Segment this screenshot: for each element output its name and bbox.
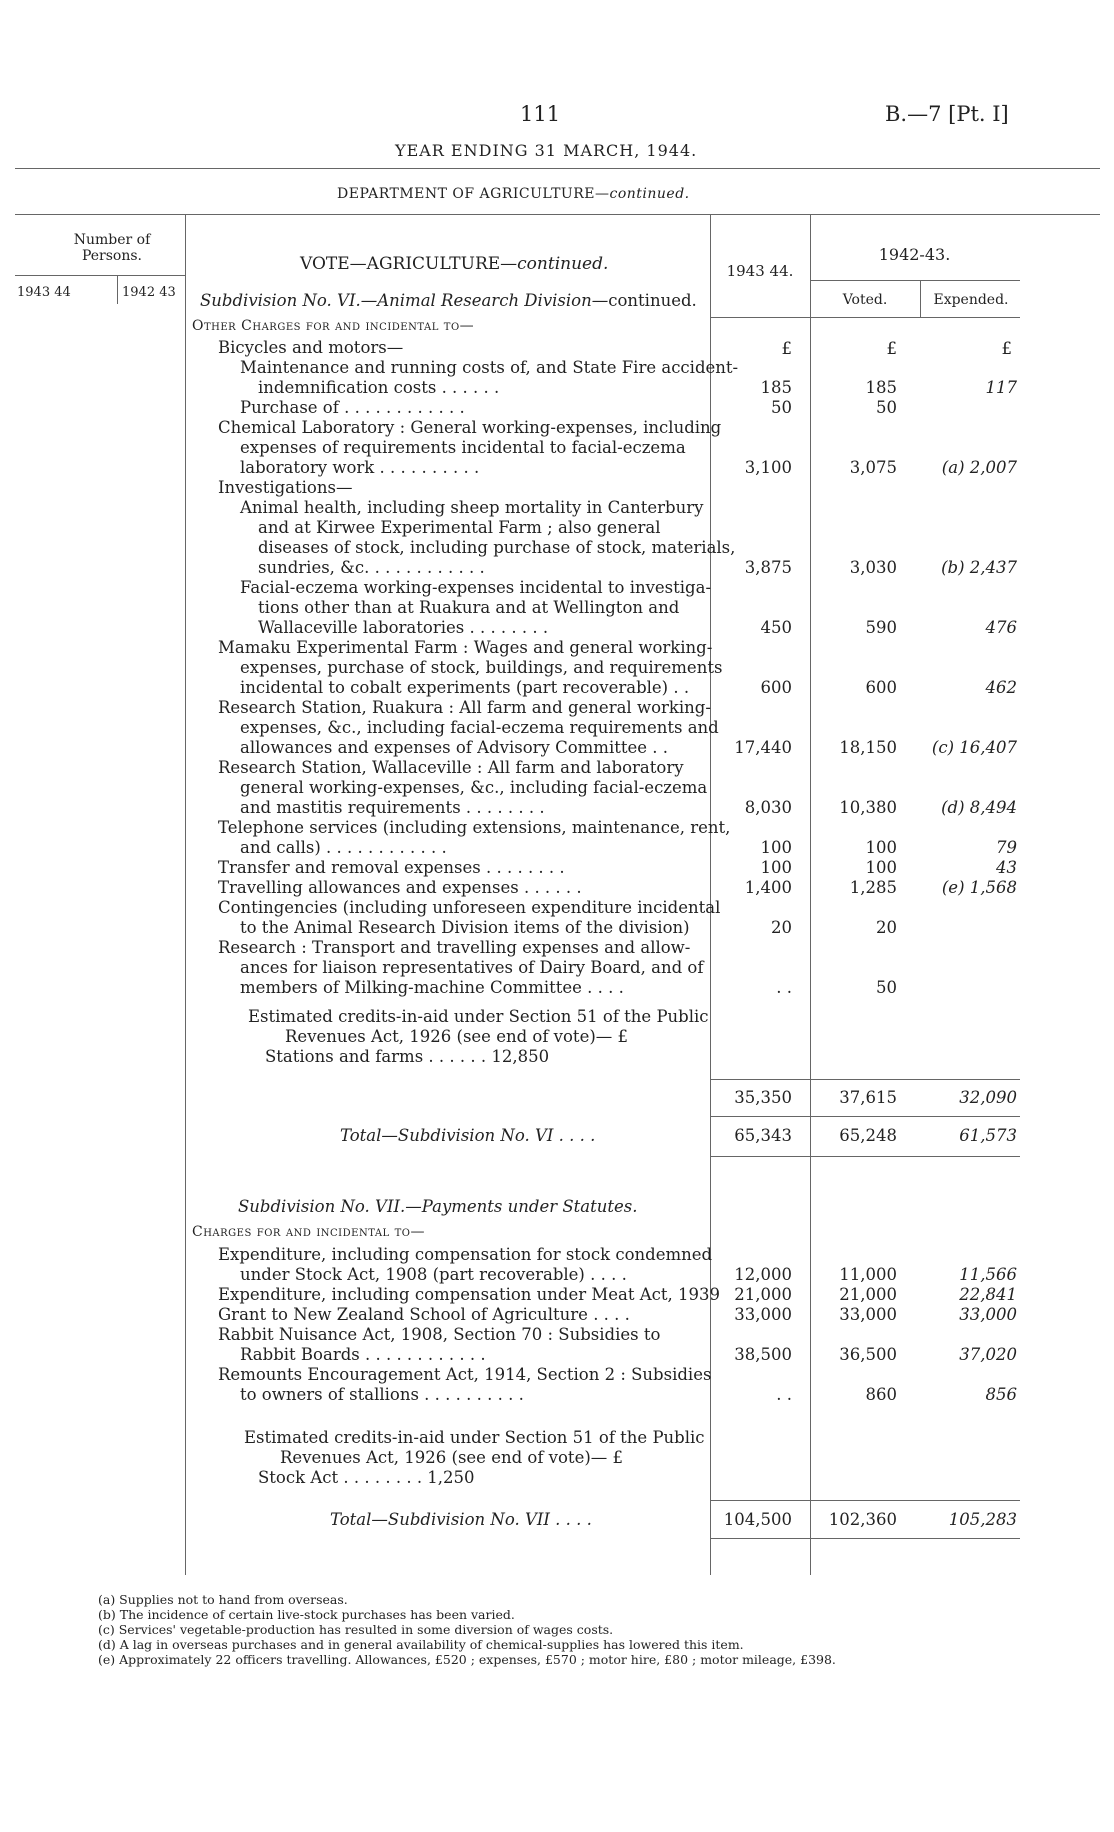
sub6-subtotal-b: 37,615: [839, 1088, 897, 1107]
sub7-credits-line-2: Revenues Act, 1926 (see end of vote)— £: [280, 1448, 624, 1467]
sub6-amount-b: 20: [876, 918, 897, 937]
sub7-line-text: Rabbit Boards . . . . . . . . . . . .: [240, 1345, 486, 1364]
sub6-amount-b: 3,075: [849, 458, 897, 477]
sub6-credits-line-1: Estimated credits-in-aid under Section 51 of the Public: [248, 1007, 709, 1026]
currency-c: £: [1001, 339, 1012, 358]
sub7-total-c: 105,283: [948, 1510, 1017, 1529]
sub7-amount-c: 11,566: [959, 1265, 1017, 1284]
sub6-amount-c: (c) 16,407: [931, 738, 1017, 757]
year-b-heading: 1942 43: [122, 285, 176, 300]
sub6-amount-a: 20: [771, 918, 792, 937]
sub7-amount-c: 33,000: [959, 1305, 1017, 1324]
sub6-subtotal-c: 32,090: [959, 1088, 1017, 1107]
department-title: DEPARTMENT OF AGRICULTURE—continued.: [337, 186, 690, 202]
sub6-total-rule: [710, 1116, 1020, 1117]
sub6-amount-a: 17,440: [734, 738, 792, 757]
col-1942-rule: [810, 280, 1020, 281]
sub7-line-text: Grant to New Zealand School of Agriculture . . . .: [218, 1305, 630, 1324]
sub6-line-text: Purchase of . . . . . . . . . . . .: [240, 398, 465, 417]
sub6-line-text: Research Station, Ruakura : All farm and general working-: [218, 698, 711, 717]
sub6-amount-b: 10,380: [839, 798, 897, 817]
sub7-amount-a: . .: [776, 1385, 792, 1404]
currency-b: £: [886, 339, 897, 358]
sub6-amount-c: 476: [985, 618, 1017, 637]
persons-rule: [15, 275, 185, 276]
sub7-credits-line-3: Stock Act . . . . . . . . 1,250: [258, 1468, 475, 1487]
sub6-line-text: expenses of requirements incidental to facial-eczema: [240, 438, 686, 457]
sub6-line-text: Chemical Laboratory : General working-expenses, including: [218, 418, 722, 437]
sub6-amount-b: 3,030: [849, 558, 897, 577]
sub6-amount-a: 450: [760, 618, 792, 637]
footnote-a: (a) Supplies not to hand from overseas.: [98, 1592, 348, 1607]
sub6-line-text: members of Milking-machine Committee . . . .: [240, 978, 624, 997]
voted-expended-divider: [920, 281, 921, 317]
footnote-d: (d) A lag in overseas purchases and in general availability of chemical-supplies has lowered this item.: [98, 1637, 744, 1652]
sub6-line-text: general working-expenses, &c., including facial-eczema: [240, 778, 708, 797]
sub7-total-a: 104,500: [723, 1510, 792, 1529]
sub7-line-text: to owners of stallions . . . . . . . . . .: [240, 1385, 524, 1404]
sub6-amount-a: 3,100: [744, 458, 792, 477]
sub7-amount-b: 11,000: [839, 1265, 897, 1284]
sub6-amount-b: 600: [865, 678, 897, 697]
sub6-line-text: sundries, &c. . . . . . . . . . . .: [258, 558, 485, 577]
sub6-line-text: Bicycles and motors—: [218, 338, 404, 357]
sub6-line-text: tions other than at Ruakura and at Wellington and: [258, 598, 680, 617]
sub6-amount-b: 100: [865, 858, 897, 877]
sub6-line-text: Transfer and removal expenses . . . . . . . .: [218, 858, 565, 877]
sub6-amount-c: (a) 2,007: [941, 458, 1017, 477]
sub7-charges-heading: Charges for and incidental to—: [192, 1224, 426, 1240]
sub6-credits-line-3: Stations and farms . . . . . . 12,850: [265, 1047, 550, 1066]
sub7-amount-a: 33,000: [734, 1305, 792, 1324]
year-a-heading: 1943 44: [17, 285, 71, 300]
sub6-amount-c: 462: [985, 678, 1017, 697]
sub6-amount-b: 50: [876, 398, 897, 417]
sub6-line-text: and at Kirwee Experimental Farm ; also general: [258, 518, 661, 537]
document-reference: B.—7 [Pt. I]: [885, 102, 1009, 126]
sub6-amount-a: 185: [760, 378, 792, 397]
sub7-line-text: Expenditure, including compensation under Meat Act, 1939: [218, 1285, 721, 1304]
table-top-rule: [15, 214, 1100, 215]
sub6-line-text: Research : Transport and travelling expenses and allow-: [218, 938, 691, 957]
sub7-line-text: Expenditure, including compensation for stock condemned: [218, 1245, 713, 1264]
sub6-amount-b: 590: [865, 618, 897, 637]
sub6-total-c: 61,573: [959, 1126, 1017, 1145]
sub6-line-text: Mamaku Experimental Farm : Wages and general working-: [218, 638, 713, 657]
sub7-amount-a: 12,000: [734, 1265, 792, 1284]
sub6-line-text: Animal health, including sheep mortality in Canterbury: [240, 498, 704, 517]
sub6-amount-a: 100: [760, 858, 792, 877]
page-number: 111: [520, 102, 561, 126]
sub6-total-b: 65,248: [839, 1126, 897, 1145]
sub6-line-text: diseases of stock, including purchase of stock, materials,: [258, 538, 736, 557]
sub6-amount-a: 8,030: [744, 798, 792, 817]
sub6-amount-a: 1,400: [744, 878, 792, 897]
year-title: YEAR ENDING 31 MARCH, 1944.: [395, 141, 698, 160]
sub7-line-text: Remounts Encouragement Act, 1914, Section 2 : Subsidies: [218, 1365, 712, 1384]
sub6-amount-c: (e) 1,568: [941, 878, 1017, 897]
heading-bottom-rule: [710, 317, 1020, 318]
sub6-total-a: 65,343: [734, 1126, 792, 1145]
number-of-persons-heading: Number of Persons.: [73, 232, 151, 264]
sub6-line-text: indemnification costs . . . . . .: [258, 378, 500, 397]
sub7-total-b: 102,360: [828, 1510, 897, 1529]
sub6-amount-b: 100: [865, 838, 897, 857]
sub7-credits-line-1: Estimated credits-in-aid under Section 51 of the Public: [244, 1428, 705, 1447]
header-rule: [15, 168, 1100, 169]
sub7-amount-b: 860: [865, 1385, 897, 1404]
sub6-line-text: laboratory work . . . . . . . . . .: [240, 458, 480, 477]
sub6-amount-a: 600: [760, 678, 792, 697]
sub6-amount-b: 1,285: [849, 878, 897, 897]
expended-heading: Expended.: [933, 292, 1009, 308]
sub7-amount-b: 36,500: [839, 1345, 897, 1364]
sub6-line-text: Investigations—: [218, 478, 353, 497]
sub6-amount-c: (d) 8,494: [941, 798, 1017, 817]
sub6-bottom-rule: [710, 1156, 1020, 1157]
sub6-line-text: Contingencies (including unforeseen expenditure incidental: [218, 898, 721, 917]
sub6-line-text: to the Animal Research Division items of the division): [240, 918, 690, 937]
sub6-amount-c: 117: [985, 378, 1017, 397]
sub6-amount-a: . .: [776, 978, 792, 997]
sub6-line-text: expenses, purchase of stock, buildings, and requirements: [240, 658, 723, 677]
footnote-c: (c) Services' vegetable-production has resulted in some diversion of wages costs.: [98, 1622, 614, 1637]
sub7-amount-a: 21,000: [734, 1285, 792, 1304]
sub6-amount-a: 50: [771, 398, 792, 417]
sub7-amount-a: 38,500: [734, 1345, 792, 1364]
sub7-line-text: Rabbit Nuisance Act, 1908, Section 70 : Subsidies to: [218, 1325, 661, 1344]
sub6-line-text: ances for liaison representatives of Dairy Board, and of: [240, 958, 704, 977]
sub7-amount-c: 37,020: [959, 1345, 1017, 1364]
footnote-e: (e) Approximately 22 officers travelling. Allowances, £520 ; expenses, £570 ; motor hire, £80 ; motor mileage, £398.: [98, 1652, 836, 1667]
sub6-line-text: Facial-eczema working-expenses incidental to investiga-: [240, 578, 712, 597]
sub6-amount-b: 185: [865, 378, 897, 397]
persons-divider: [117, 276, 118, 304]
sub6-line-text: Wallaceville laboratories . . . . . . . .: [258, 618, 549, 637]
sub6-line-text: Research Station, Wallaceville : All farm and laboratory: [218, 758, 684, 777]
sub6-subtotal-rule: [710, 1079, 1020, 1080]
sub6-subtotal-a: 35,350: [734, 1088, 792, 1107]
col-1942-heading: 1942-43.: [878, 245, 951, 264]
sub6-line-text: and calls) . . . . . . . . . . . .: [240, 838, 447, 857]
sub6-line-text: Travelling allowances and expenses . . . . . .: [218, 878, 582, 897]
sub7-heading: Subdivision No. VII.—Payments under Statutes.: [238, 1197, 638, 1216]
sub7-total-rule: [710, 1500, 1020, 1501]
sub7-amount-c: 856: [985, 1385, 1017, 1404]
col-rule-2: [810, 215, 811, 1575]
sub6-total-label: Total—Subdivision No. VI . . . .: [340, 1126, 596, 1145]
sub6-amount-b: 50: [876, 978, 897, 997]
sub6-amount-c: 79: [996, 838, 1017, 857]
sub6-charges-heading: Other Charges for and incidental to—: [192, 318, 475, 334]
sub6-amount-c: 43: [996, 858, 1017, 877]
sub6-line-text: incidental to cobalt experiments (part recoverable) . .: [240, 678, 690, 697]
sub6-line-text: Maintenance and running costs of, and State Fire accident-: [240, 358, 739, 377]
sub7-total-label: Total—Subdivision No. VII . . . .: [330, 1510, 592, 1529]
sub6-line-text: Telephone services (including extensions, maintenance, rent,: [218, 818, 731, 837]
sub7-amount-b: 33,000: [839, 1305, 897, 1324]
sub6-credits-line-2: Revenues Act, 1926 (see end of vote)— £: [285, 1027, 629, 1046]
sub6-line-text: allowances and expenses of Advisory Committee . .: [240, 738, 668, 757]
sub6-heading: Subdivision No. VI.—Animal Research Division—continued.: [200, 291, 697, 310]
sub7-line-text: under Stock Act, 1908 (part recoverable) . . . .: [240, 1265, 627, 1284]
sub6-line-text: expenses, &c., including facial-eczema requirements and: [240, 718, 719, 737]
currency-a: £: [781, 339, 792, 358]
sub6-amount-a: 3,875: [744, 558, 792, 577]
sub7-bottom-rule: [710, 1538, 1020, 1539]
sub7-amount-b: 21,000: [839, 1285, 897, 1304]
footnote-b: (b) The incidence of certain live-stock purchases has been varied.: [98, 1607, 515, 1622]
sub6-line-text: and mastitis requirements . . . . . . . .: [240, 798, 545, 817]
voted-heading: Voted.: [842, 292, 888, 308]
col-1943-heading: 1943 44.: [726, 262, 794, 280]
persons-column-rule: [185, 215, 186, 1575]
sub6-amount-c: (b) 2,437: [941, 558, 1017, 577]
sub6-amount-b: 18,150: [839, 738, 897, 757]
sub6-amount-a: 100: [760, 838, 792, 857]
sub7-amount-c: 22,841: [959, 1285, 1017, 1304]
vote-title: VOTE—AGRICULTURE—continued.: [300, 254, 609, 274]
